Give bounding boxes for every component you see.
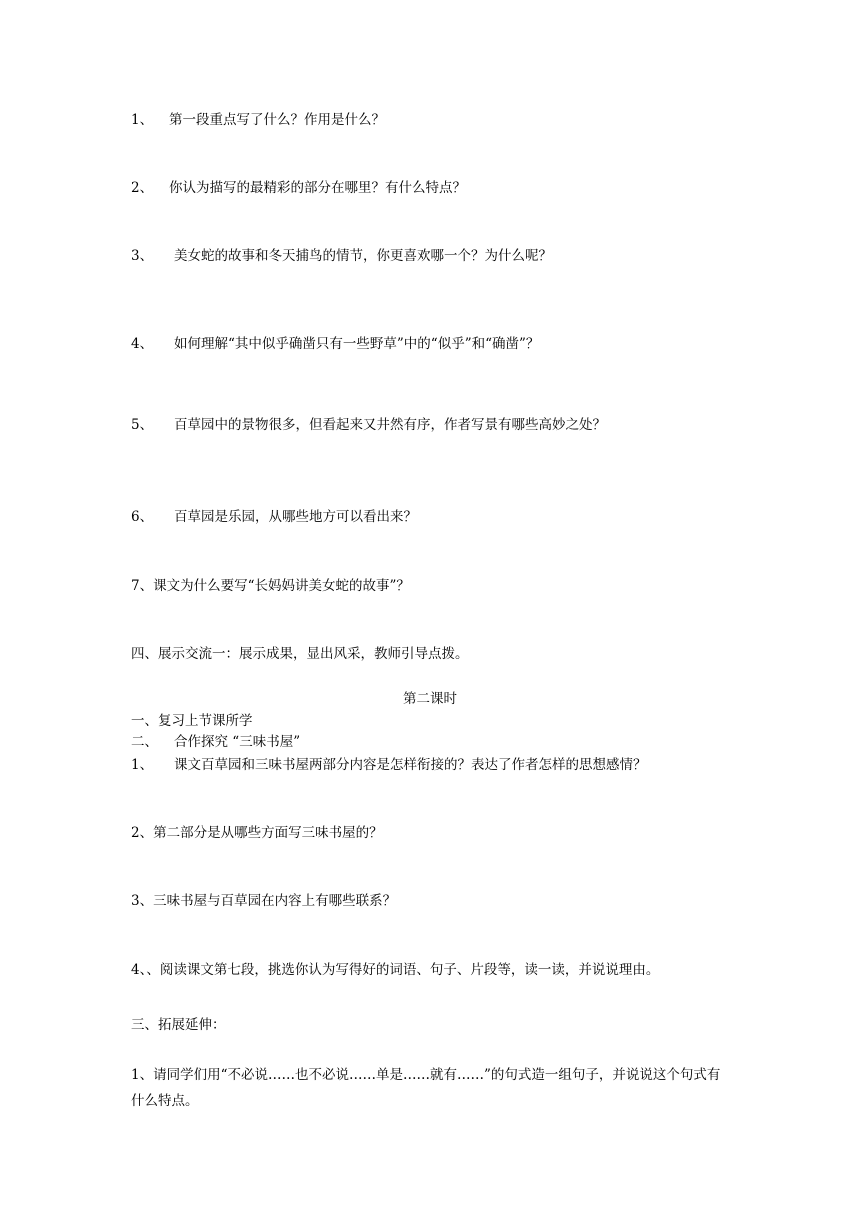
lesson2-question-3: 3、三味书屋与百草园在内容上有哪些联系？	[131, 893, 397, 909]
question-text: 百草园中的景物很多，但看起来又井然有序，作者写景有哪些高妙之处？	[174, 417, 606, 433]
inquiry-text: 合作探究 “三味书屋”	[174, 734, 301, 750]
question-text: 百草园是乐园，从哪些地方可以看出来？	[174, 509, 417, 525]
question-number: 3、	[131, 248, 154, 264]
lesson2-question-1	[131, 755, 647, 775]
section-four-heading: 四、展示交流一：展示成果，显出风采，教师引导点拨。	[131, 646, 469, 662]
question-number: 6、	[131, 509, 154, 525]
question-4	[131, 334, 539, 354]
inquiry-heading	[131, 732, 300, 752]
question-text: 美女蛇的故事和冬天捕鸟的情节，你更喜欢哪一个？为什么呢？	[174, 248, 552, 264]
question-number: 2、	[131, 180, 154, 196]
question-number: 1、	[131, 112, 154, 128]
question-number: 4、	[131, 336, 154, 352]
extension-heading: 三、拓展延伸：	[131, 1017, 226, 1033]
question-2	[131, 178, 466, 198]
lesson2-question-4: 4、、阅读课文第七段，挑选你认为写得好的词语、句子、片段等，读一读，并说说理由。	[131, 962, 660, 978]
question-5	[131, 415, 606, 435]
lesson-two-title: 第二课时	[403, 691, 457, 707]
question-text: 如何理解“其中似乎确凿只有一些野草”中的“似乎”和“确凿”？	[174, 336, 540, 352]
question-text: 第一段重点写了什么？作用是什么？	[169, 112, 385, 128]
question-number: 1、	[131, 757, 154, 773]
question-3	[131, 246, 552, 266]
review-heading: 一、复习上节课所学	[131, 713, 253, 729]
inquiry-number: 二、	[131, 734, 158, 750]
question-text: 你认为描写的最精彩的部分在哪里？有什么特点？	[169, 180, 466, 196]
question-number: 5、	[131, 417, 154, 433]
question-6	[131, 507, 417, 527]
extension-question-1: 1、请同学们用“不必说……也不必说……单是……就有……”的句式造一组句子，并说说这个句式有什么特点。	[131, 1067, 721, 1109]
lesson2-question-2: 2、第二部分是从哪些方面写三味书屋的？	[131, 825, 383, 841]
question-1	[131, 110, 385, 130]
question-text: 课文百草园和三味书屋两部分内容是怎样衔接的？表达了作者怎样的思想感情？	[174, 757, 647, 773]
question-7: 7、课文为什么要写“长妈妈讲美女蛇的故事”？	[131, 578, 410, 594]
